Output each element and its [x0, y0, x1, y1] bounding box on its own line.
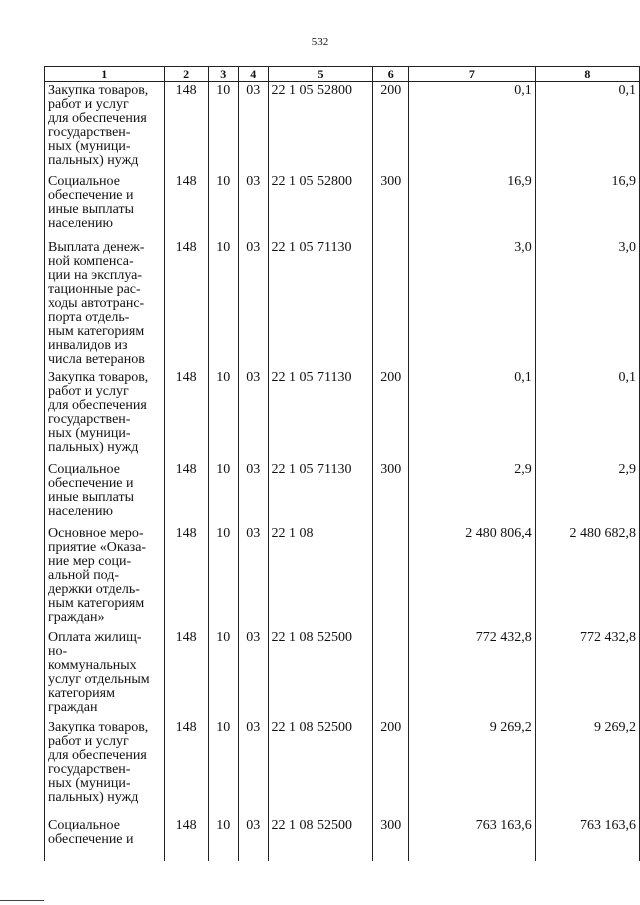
cell-name-line: пальных) нужд [48, 153, 139, 168]
cell-expense-type: 200 [373, 719, 409, 817]
cell-name-line: работ и услуг [48, 97, 129, 112]
cell-name-line: работ и услуг [48, 733, 129, 749]
table-row [45, 239, 640, 369]
cell-name-line: Социальное [48, 817, 120, 833]
header-col-6: 6 [373, 67, 409, 82]
header-col-8: 8 [535, 67, 639, 82]
cell-expense-type [373, 629, 409, 719]
cell-target-code: 22 1 08 52500 [268, 817, 373, 861]
cell-target-code: 22 1 05 71130 [268, 239, 373, 369]
cell-name-line: альной под- [48, 567, 120, 583]
cell-subsection: 03 [239, 629, 268, 719]
table-row [45, 719, 640, 817]
cell-name [45, 719, 165, 817]
cell-target-code: 22 1 08 [268, 525, 373, 629]
cell-name-line: ных (муници- [48, 775, 131, 791]
cell-name-line: населению [48, 503, 113, 519]
table-row [45, 369, 640, 461]
cell-name-line: приятие «Оказа- [48, 539, 147, 555]
cell-subsection: 03 [239, 525, 268, 629]
cell-expense-type: 200 [373, 369, 409, 461]
cell-section: 10 [208, 817, 238, 861]
cell-chapter: 148 [164, 239, 208, 369]
cell-chapter: 148 [164, 719, 208, 817]
cell-amount-2: 2,9 [535, 461, 639, 525]
cell-target-code: 22 1 05 52800 [268, 173, 373, 239]
cell-chapter: 148 [164, 82, 208, 173]
cell-name-line: обеспечение и [48, 187, 134, 203]
cell-name-line: для обеспечения [48, 397, 147, 413]
cell-amount-2: 0,1 [535, 82, 639, 173]
cell-amount-2: 763 163,6 [535, 817, 639, 861]
cell-name-line: услуг отдельным [48, 671, 150, 687]
cell-name-line: ных (муници- [48, 139, 131, 154]
cell-name-line: обеспечение и [48, 475, 134, 491]
cell-chapter: 148 [164, 817, 208, 861]
cell-name-line: государствен- [48, 761, 131, 777]
cell-section: 10 [208, 719, 238, 817]
cell-amount-2: 772 432,8 [535, 629, 639, 719]
cell-name-line: населению [48, 215, 113, 231]
cell-expense-type: 300 [373, 817, 409, 861]
cell-subsection: 03 [239, 461, 268, 525]
cell-name-line: граждан» [48, 609, 105, 625]
cell-name-line: ние мер соци- [48, 553, 132, 569]
cell-subsection: 03 [239, 239, 268, 369]
cell-amount-1: 763 163,6 [409, 817, 536, 861]
cell-name-line: работ и услуг [48, 383, 129, 399]
cell-amount-1: 16,9 [409, 173, 536, 239]
cell-target-code: 22 1 08 52500 [268, 629, 373, 719]
header-col-3: 3 [208, 67, 238, 82]
cell-subsection: 03 [239, 82, 268, 173]
cell-name-line: числа ветеранов [48, 351, 145, 367]
header-col-2: 2 [164, 67, 208, 82]
cell-chapter: 148 [164, 369, 208, 461]
header-col-5: 5 [268, 67, 373, 82]
cell-amount-2: 16,9 [535, 173, 639, 239]
cell-amount-1: 2,9 [409, 461, 536, 525]
cell-name [45, 461, 165, 525]
cell-section: 10 [208, 239, 238, 369]
cell-subsection: 03 [239, 173, 268, 239]
cell-name [45, 173, 165, 239]
cell-name-line: коммунальных [48, 657, 137, 673]
cell-name-line: иные выплаты [48, 201, 134, 217]
cell-name-line: Основное меро- [48, 525, 144, 541]
cell-name [45, 817, 165, 861]
cell-amount-1: 2 480 806,4 [409, 525, 536, 629]
cell-subsection: 03 [239, 719, 268, 817]
cell-chapter: 148 [164, 525, 208, 629]
cell-section: 10 [208, 82, 238, 173]
cell-section: 10 [208, 629, 238, 719]
cell-section: 10 [208, 525, 238, 629]
cell-name-line: государствен- [48, 125, 131, 140]
cell-section: 10 [208, 173, 238, 239]
cell-amount-1: 9 269,2 [409, 719, 536, 817]
cell-name-line: порта отдель- [48, 309, 130, 325]
cell-target-code: 22 1 05 71130 [268, 369, 373, 461]
cell-amount-1: 3,0 [409, 239, 536, 369]
cell-amount-2: 0,1 [535, 369, 639, 461]
cell-name-line: но- [48, 643, 68, 659]
table-row [45, 173, 640, 239]
cell-target-code: 22 1 05 71130 [268, 461, 373, 525]
cell-target-code: 22 1 05 52800 [268, 82, 373, 173]
cell-name [45, 369, 165, 461]
cell-name-line: Закупка товаров, [48, 83, 149, 98]
cell-chapter: 148 [164, 173, 208, 239]
cell-name [45, 525, 165, 629]
page-number: 532 [311, 36, 329, 48]
header-col-7: 7 [409, 67, 536, 82]
header-col-1: 1 [45, 67, 165, 82]
cell-name-line: ции на эксплуа- [48, 267, 143, 283]
cell-name-line: ных (муници- [48, 425, 131, 441]
cell-name-line: государствен- [48, 411, 131, 427]
cell-name-line: пальных) нужд [48, 789, 139, 805]
cell-name-line: для обеспечения [48, 111, 147, 126]
table-row [45, 461, 640, 525]
cell-name-line: для обеспечения [48, 747, 147, 763]
cell-chapter: 148 [164, 461, 208, 525]
header-row [45, 67, 640, 82]
cell-name-line: категориям [48, 685, 115, 701]
cell-name-line: тационные рас- [48, 281, 141, 297]
cell-expense-type: 200 [373, 82, 409, 173]
header-col-4: 4 [239, 67, 268, 82]
cell-name-line: ной компенса- [48, 253, 134, 269]
table-row [45, 525, 640, 629]
cell-name-line: Закупка товаров, [48, 719, 149, 735]
cell-amount-2: 9 269,2 [535, 719, 639, 817]
cell-name-line: держки отдель- [48, 581, 140, 597]
cell-name-line: пальных) нужд [48, 439, 139, 455]
cell-expense-type [373, 239, 409, 369]
cell-name [45, 82, 165, 173]
table-body [45, 82, 640, 861]
cell-expense-type: 300 [373, 173, 409, 239]
table-row [45, 82, 640, 173]
cell-target-code: 22 1 08 52500 [268, 719, 373, 817]
cell-amount-1: 0,1 [409, 82, 536, 173]
cell-subsection: 03 [239, 369, 268, 461]
cell-amount-1: 0,1 [409, 369, 536, 461]
cell-name-line: граждан [48, 699, 98, 715]
cell-name-line: ным категориям [48, 595, 145, 611]
cell-name-line: Социальное [48, 461, 120, 477]
cell-name-line: Социальное [48, 173, 120, 189]
cell-expense-type: 300 [373, 461, 409, 525]
cell-amount-1: 772 432,8 [409, 629, 536, 719]
cell-name [45, 629, 165, 719]
footer-rule [0, 900, 44, 901]
cell-subsection: 03 [239, 817, 268, 861]
cell-name-line: обеспечение и [48, 831, 134, 847]
cell-name [45, 239, 165, 369]
cell-name-line: Закупка товаров, [48, 369, 149, 385]
cell-chapter: 148 [164, 629, 208, 719]
cell-name-line: Оплата жилищ- [48, 629, 142, 645]
table-row [45, 629, 640, 719]
cell-name-line: ходы автотранс- [48, 295, 145, 311]
table-row [45, 817, 640, 861]
cell-expense-type [373, 525, 409, 629]
cell-section: 10 [208, 461, 238, 525]
cell-amount-2: 2 480 682,8 [535, 525, 639, 629]
cell-name-line: ным категориям [48, 323, 145, 339]
cell-section: 10 [208, 369, 238, 461]
budget-table [44, 66, 640, 861]
cell-name-line: инвалидов из [48, 337, 128, 353]
cell-name-line: Выплата денеж- [48, 239, 145, 255]
cell-amount-2: 3,0 [535, 239, 639, 369]
table-header [45, 67, 640, 82]
cell-name-line: иные выплаты [48, 489, 134, 505]
